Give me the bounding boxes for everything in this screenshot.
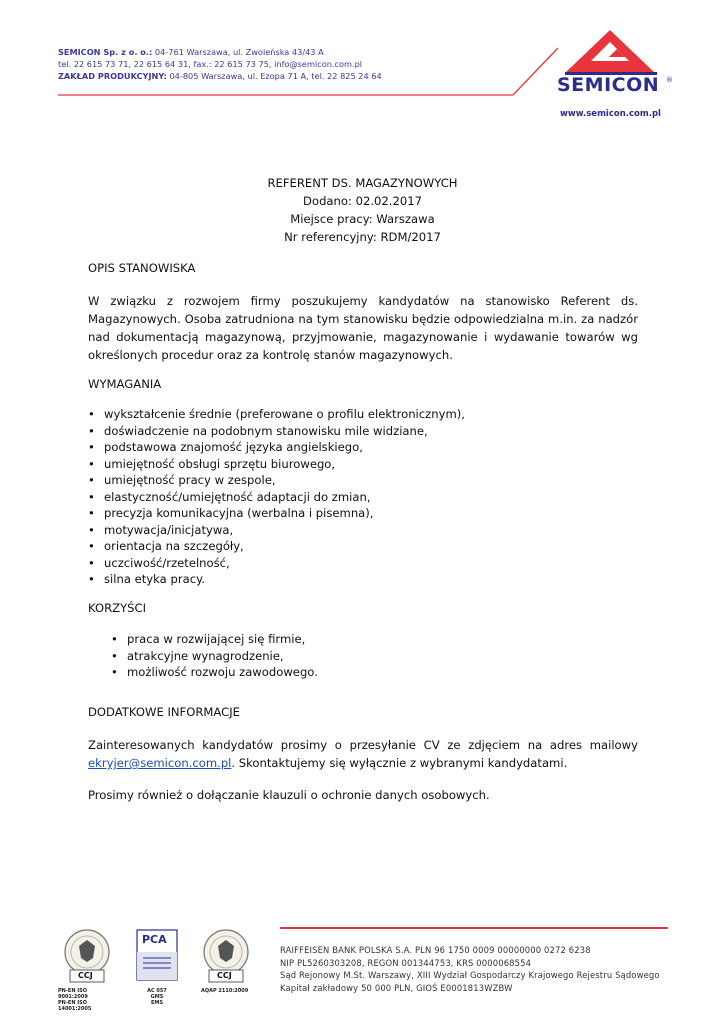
header-line-3: ZAKŁAD PRODUKCYJNY: 04-805 Warszawa, ul. Ezopa 71 A, tel. 22 825 24 64: [58, 71, 382, 82]
cert-caption: PN-EN ISO 14001:2005: [58, 1000, 92, 1012]
list-item: • orientacja na szczegóły,: [88, 538, 465, 555]
requirements-list: [88, 406, 465, 588]
cert-pca-label: PCA: [142, 933, 167, 946]
logo-wordmark: SEMICON: [557, 74, 660, 96]
job-ref: Nr referencyjny: RDM/2017: [284, 230, 441, 244]
list-item: • umiejętność pracy w zespole,: [88, 472, 465, 489]
cert-ccj-label: CCJ: [78, 971, 93, 980]
klauzula-paragraph: Prosimy również o dołączanie klauzuli o ochronie danych osobowych.: [88, 788, 490, 802]
list-item: • elastyczność/umiejętność adaptacji do zmian,: [88, 489, 465, 506]
cert-caption: GMS: [150, 994, 164, 1000]
list-item: • umiejętność obsługi sprzętu biurowego,: [88, 456, 465, 473]
cert-caption: PN-EN ISO 9001:2009: [58, 988, 88, 1000]
footer-divider: [280, 927, 668, 929]
header-address: [58, 46, 528, 83]
list-item: • wykształcenie średnie (preferowane o profilu elektronicznym),: [88, 406, 465, 423]
logo-registered-mark: ®: [666, 76, 673, 84]
cert-caption: EMS: [151, 1000, 163, 1006]
heading-dodatkowe: DODATKOWE INFORMACJE: [88, 705, 240, 719]
job-place: Miejsce pracy: Warszawa: [290, 212, 435, 226]
header-line-2: tel. 22 615 73 71, 22 615 64 31, fax.: 22 615 73 75, info@semicon.com.pl: [58, 59, 363, 70]
list-item: • precyzja komunikacyjna (werbalna i pisemna),: [88, 505, 465, 522]
footer-company-info: [280, 944, 660, 994]
list-item: • uczciwość/rzetelność,: [88, 555, 465, 572]
list-item: • atrakcyjne wynagrodzenie,: [111, 648, 318, 665]
list-item: • możliwość rozwoju zawodowego.: [111, 664, 318, 681]
cert-caption: AQAP 2110:2009: [201, 988, 249, 994]
contact-paragraph: Zainteresowanych kandydatów prosimy o przesyłanie CV ze zdjęciem na adres mailowy ekryjer@semicon.com.pl. Skontaktujemy się wyłącznie z wybranymi kandydatami.: [88, 738, 638, 770]
cert-ccj-iso: [58, 928, 116, 1012]
heading-korzysci: KORZYŚCI: [88, 601, 147, 615]
logo-url[interactable]: www.semicon.com.pl: [560, 109, 661, 119]
header-line-1: SEMICON Sp. z o. o.: 04-761 Warszawa, ul. Zwoleńska 43/43 A: [58, 47, 324, 57]
list-item: • podstawowa znajomość języka angielskiego,: [88, 439, 465, 456]
heading-wymagania: WYMAGANIA: [88, 377, 162, 391]
footer-line-court: Sąd Rejonowy M.St. Warszawy, XIII Wydział Gospodarczy Krajowego Rejestru Sądowego: [280, 970, 660, 981]
job-date: Dodano: 02.02.2017: [303, 194, 422, 208]
cert-pca: [135, 928, 179, 1006]
job-title: REFERENT DS. MAGAZYNOWYCH: [267, 176, 458, 190]
footer-line-nip: NIP PL5260303208, REGON 001344753, KRS 0000068554: [280, 957, 532, 968]
list-item: • silna etyka pracy.: [88, 571, 465, 588]
job-header: [0, 174, 725, 246]
list-item: • motywacja/inicjatywa,: [88, 522, 465, 539]
benefits-list: [111, 631, 318, 681]
opis-paragraph: W związku z rozwojem firmy poszukujemy kandydatów na stanowisko Referent ds. Magazynowych. Osoba zatrudniona na tym stanowisku będzie odpowiedzialna m.in. za nadzór nad dokumentacją magazynową, przyjmowanie, magazynowanie i wydawanie towarów wg określonych procedur oraz za kontrolę stanów magazynowych.: [88, 294, 638, 362]
cert-ccj-aqap: [197, 928, 255, 994]
heading-opis: OPIS STANOWISKA: [88, 261, 196, 275]
footer-line-capital: Kapitał zakładowy 50 000 PLN, GIOŚ E0001813WZBW: [280, 982, 513, 993]
semicon-logo-icon: [555, 28, 665, 76]
footer-line-bank: RAIFFEISEN BANK POLSKA S.A. PLN 96 1750 0009 00000000 0272 6238: [280, 945, 591, 955]
list-item: • doświadczenie na podobnym stanowisku mile widziane,: [88, 423, 465, 440]
email-link[interactable]: ekryjer@semicon.com.pl: [88, 756, 232, 770]
cert-ccj-label: CCJ: [217, 971, 232, 980]
cert-caption: AC 057: [147, 988, 167, 994]
list-item: • praca w rozwijającej się firmie,: [111, 631, 318, 648]
